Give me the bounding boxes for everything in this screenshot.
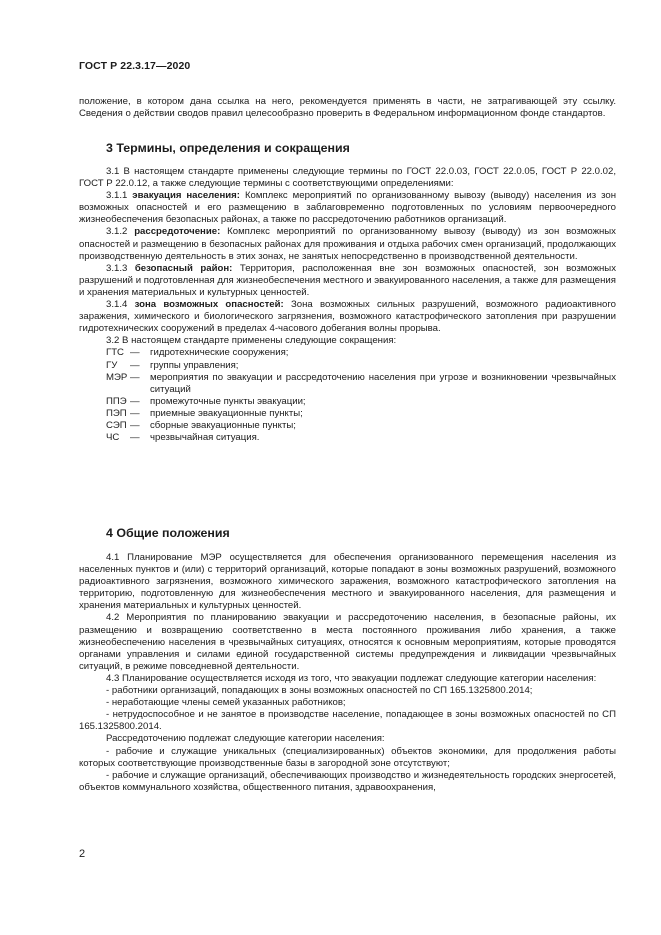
abbreviation-text: мероприятия по эвакуации и рассредоточению населения при угрозе и возникновении чрезвычайных ситуаций	[150, 371, 616, 395]
term-3-1-4	[79, 299, 616, 335]
abbreviation-code: СЭП	[106, 419, 127, 431]
list-item: - работники организаций, попадающих в зоны возможных опасностей по СП 165.1325800.2014;	[106, 685, 533, 697]
abbreviation-list	[79, 347, 616, 444]
term-3-1-3	[79, 263, 616, 299]
list-item: - рабочие и служащие организаций, обеспечивающих производство и жизнедеятельность городских энергосетей, объектов коммунального хозяйства, общественного питания, здравоохранения,	[79, 769, 616, 793]
paragraph-4-3: 4.3 Планирование осуществляется исходя из того, что эвакуации подлежат следующие категории населения:	[106, 672, 597, 684]
abbreviation-text: группы управления;	[150, 359, 239, 371]
term-definition: Зона возможных сильных разрушений, возможного радиоактивного заражения, химического и биологического загрязнения, возможного катастрофического затопления при разрушении гидротехнических сооружений в пределах 4-часового добегания волны прорыва.	[79, 299, 616, 335]
abbreviation-dash: —	[130, 359, 140, 371]
term-3-1-2	[79, 226, 616, 262]
term-3-1-1	[79, 190, 616, 226]
abbreviation-dash: —	[130, 419, 140, 431]
abbreviation-row	[79, 432, 616, 444]
term-number: 3.1.3	[106, 262, 128, 274]
abbreviation-text: чрезвычайная ситуация.	[150, 432, 260, 444]
term-definition: Территория, расположенная вне зон возможных опасностей, зон возможных разрушений и подготовленная для жизнеобеспечения местного и эвакуированного населения, а также для размещения и хранения материальных и культурных ценностей.	[79, 262, 616, 298]
abbreviation-code: ЧС	[106, 432, 120, 444]
abbreviation-text: гидротехнические сооружения;	[150, 347, 289, 359]
term-name: безопасный район:	[134, 262, 233, 274]
abbreviation-code: ППЭ	[106, 395, 127, 407]
abbreviation-code: ПЭП	[106, 407, 127, 419]
list-item: - неработающие члены семей указанных работников;	[106, 697, 346, 709]
abbreviation-row	[79, 420, 616, 432]
paragraph-rassredotochenie: Рассредоточению подлежат следующие категории населения:	[106, 733, 385, 745]
abbreviation-code: ГУ	[106, 359, 118, 371]
term-name: эвакуация населения:	[132, 190, 240, 202]
paragraph-3-1: 3.1 В настоящем стандарте применены следующие термины по ГОСТ 22.0.03, ГОСТ 22.0.05, ГОСТ Р 22.0.02, ГОСТ Р 22.0.12, а также следующие термины с соответствующими определениями:	[79, 166, 616, 190]
abbreviation-row	[79, 372, 616, 396]
abbreviation-code: МЭР	[106, 371, 128, 383]
list-item: - рабочие и служащие уникальных (специализированных) объектов экономики, для продолжения работы которых соответствующие производственные базы в загородной зоне отсутствуют;	[79, 745, 616, 769]
abbreviation-row	[79, 360, 616, 372]
paragraph-3-2: 3.2 В настоящем стандарте применены следующие сокращения:	[106, 335, 397, 347]
abbreviation-dash: —	[130, 432, 140, 444]
term-number: 3.1.4	[106, 299, 128, 311]
document-code-header: ГОСТ Р 22.3.17—2020	[79, 60, 191, 72]
abbreviation-text: промежуточные пункты эвакуации;	[150, 395, 306, 407]
paragraph-4-2: 4.2 Мероприятия по планированию эвакуации и рассредоточению населения, в безопасные районы, их размещению и возвращению соответственно в места постоянного проживания либо хранения, а также жизнеобеспечению населения в чрезвычайных ситуациях, относятся к основным мероприятиям, которые проводятся органами управления и силами единой государственной системы предупреждения и ликвидации чрезвычайных ситуаций, в режиме повседневной деятельности.	[79, 612, 616, 672]
abbreviation-row	[79, 396, 616, 408]
term-name: рассредоточение:	[134, 226, 221, 238]
section-3-heading: 3 Термины, определения и сокращения	[106, 141, 350, 155]
abbreviation-row	[79, 347, 616, 359]
intro-text: положение, в котором дана ссылка на него, рекомендуется применять в части, не затрагивающей эту ссылку. Сведения о действии сводов правил целесообразно проверить в Федеральном информационном фонде стандартов.	[79, 96, 616, 120]
abbreviation-dash: —	[130, 407, 140, 419]
section-3-body	[79, 166, 616, 444]
list-item: - нетрудоспособное и не занятое в производстве население, попадающее в зоны возможных опасностей по СП 165.1325800.2014.	[79, 709, 616, 733]
term-definition: Комплекс мероприятий по организованному вывозу (выводу) населения из зон возможных опасностей и его размещению в заблаговременно подготовленных по условиям первоочередного жизнеобеспечения безопасных районах, а также по рассредоточению работников организаций.	[79, 190, 617, 226]
term-name: зона возможных опасностей:	[134, 299, 284, 311]
abbreviation-dash: —	[130, 371, 140, 383]
abbreviation-text: сборные эвакуационные пункты;	[150, 419, 296, 431]
term-number: 3.1.1	[106, 190, 128, 202]
paragraph-4-1: 4.1 Планирование МЭР осуществляется для обеспечения организованного перемещения населения из населенных пунктов и (или) с территорий организаций, которые попадают в зоны возможных разрушений, возможного радиоактивного загрязнения, возможного химического заражения, возможного катастрофического затопления на территорию, подготовленную для жизнеобеспечения местного и эвакуированного населения, для размещения и хранения материальных и культурных ценностей.	[79, 552, 616, 612]
section-4-heading: 4 Общие положения	[106, 526, 230, 540]
intro-paragraph	[79, 96, 616, 120]
abbreviation-code: ГТС	[106, 347, 124, 359]
abbreviation-text: приемные эвакуационные пункты;	[150, 407, 303, 419]
term-number: 3.1.2	[106, 226, 128, 238]
page-number: 2	[79, 848, 86, 860]
term-definition: Комплекс мероприятий по организованному вывозу (выводу) из зон возможных опасностей и размещению в безопасных районах для проживания и отдыха рабочих смен организаций, продолжающих производственную деятельность в этих зонах, не занятых непосредственно в производственной деятельности.	[79, 226, 616, 262]
abbreviation-dash: —	[130, 347, 140, 359]
section-4-body	[79, 552, 616, 794]
abbreviation-dash: —	[130, 395, 140, 407]
abbreviation-row	[79, 408, 616, 420]
